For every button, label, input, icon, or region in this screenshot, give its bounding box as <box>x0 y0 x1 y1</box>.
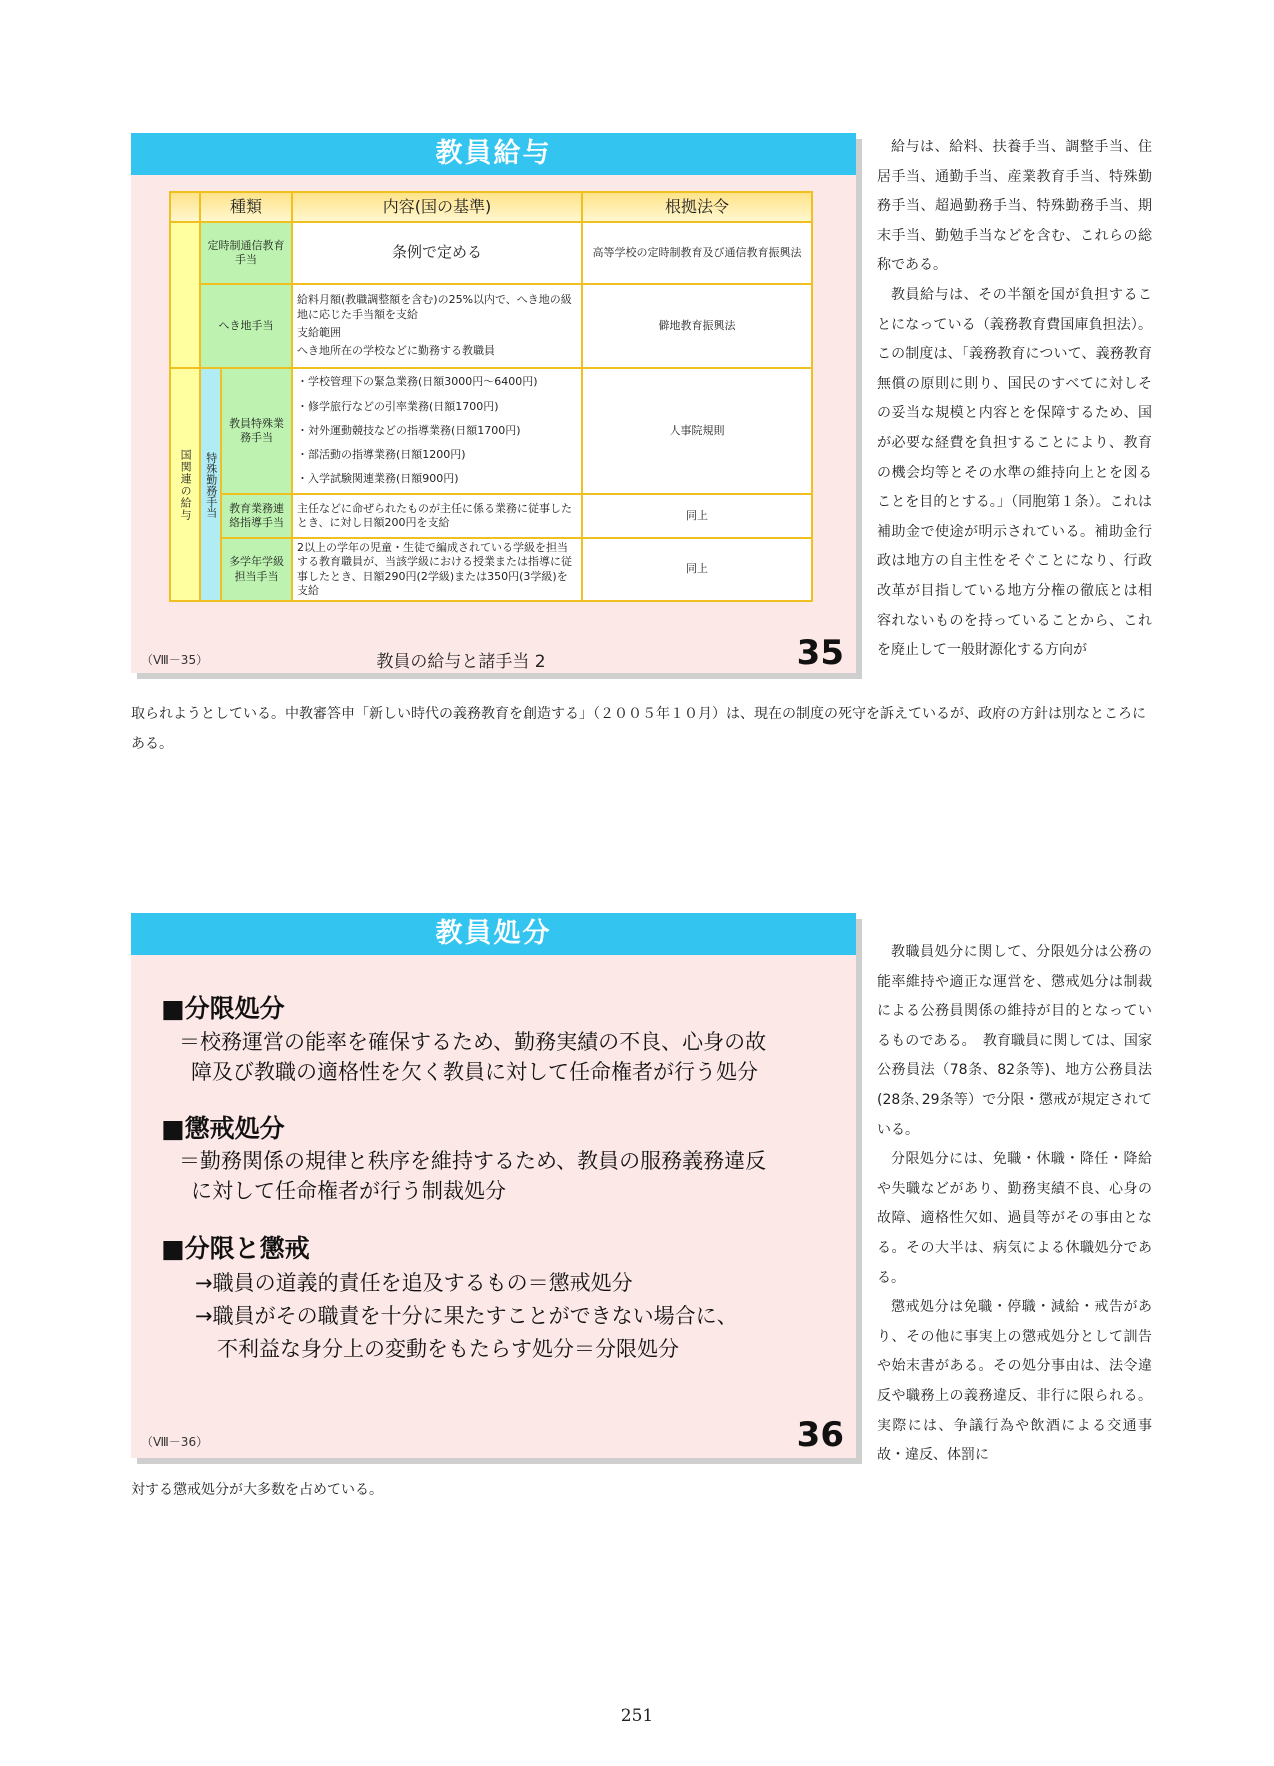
table-cell-content: 条例で定める <box>292 222 582 284</box>
slide-title: 教員処分 <box>131 913 856 955</box>
table-cell-name: へき地手当 <box>200 284 292 368</box>
slide-teacher-discipline <box>131 913 856 1458</box>
text-line: ＝勤務関係の規律と秩序を維持するため、教員の服務義務違反 <box>179 1149 767 1173</box>
text-line: ＝校務運営の能率を確保するため、勤務実績の不良、心身の故 <box>179 1030 767 1054</box>
heading-status-vs-discipline: ■分限と懲戒 <box>161 1234 310 1263</box>
continued-text-discipline: 対する懲戒処分が大多数を占めている。 <box>131 1482 383 1498</box>
slide-teacher-salary <box>131 133 856 673</box>
text-line: 障及び教職の適格性を欠く教員に対して任命権者が行う処分 <box>191 1060 758 1084</box>
table-cell-content <box>292 284 582 368</box>
slide-caption: 教員の給与と諸手当 2 <box>376 652 546 672</box>
content-line: へき地所在の学校などに勤務する教職員 <box>297 344 495 358</box>
table-cell-name: 教育業務連絡指導手当 <box>221 494 292 538</box>
content-line: 給料月額(教職調整額を含む)の25%以内で、へき地の級地に応じた手当額を支給 <box>297 293 572 321</box>
table-header-content: 内容(国の基準) <box>292 192 582 222</box>
table-cell-law: 同上 <box>582 494 812 538</box>
table-cell-name: 教員特殊業務手当 <box>221 368 292 494</box>
allowance-table <box>169 191 813 602</box>
table-cell-content: 2以上の学年の児童・生徒で編成されている学級を担当する教育職員が、当該学級における授業または指導に従事したとき、日額290円(2学級)または350円(3学級)を支給 <box>292 538 582 601</box>
table-header-law: 根拠法令 <box>582 192 812 222</box>
slide-number: 36 <box>796 1415 844 1455</box>
slide-number: 35 <box>796 633 844 673</box>
page-number: 251 <box>620 1706 654 1726</box>
heading-disciplinary-disposition: ■懲戒処分 <box>161 1114 285 1143</box>
slide-title: 教員給与 <box>131 133 856 175</box>
table-row <box>170 494 812 538</box>
table-row <box>170 538 812 601</box>
group-label: 国関連の給与 <box>170 368 200 601</box>
text-line: に対して任命権者が行う制裁処分 <box>191 1179 506 1203</box>
side-text-salary <box>877 133 1152 666</box>
table-cell-law: 人事院規則 <box>582 368 812 494</box>
table-row <box>170 222 812 284</box>
paragraph: 給与は、給料、扶養手当、調整手当、住居手当、通勤手当、産業教育手当、特殊勤務手当、超過勤務手当、特殊勤務手当、期末手当、勤勉手当などを含む、これらの総称である。 <box>877 139 1152 274</box>
table-cell-name: 多学年学級担当手当 <box>221 538 292 601</box>
continued-text-salary: 取られようとしている。中教審答申「新しい時代の義務教育を創造する」（２００５年１０月）は、現在の制度の死守を訴えているが、政府の方針は別なところにある。 <box>131 706 1146 752</box>
list-item: ・部活動の指導業務(日額1200円) <box>297 448 466 462</box>
table-header-row <box>170 192 812 222</box>
paragraph: 教員給与は、その半額を国が負担することになっている（義務教育費国庫負担法）。この制度は、「義務教育について、義務教育無償の原則に則り、国民のすべてに対しその妥当な規模と内容とを保障するため、国が必要な経費を負担することにより、教育の機会均等とその水準の維持向上とを図ることを目的とする。」（同胞第１条）。これは補助金で使途が明示されている。補助金行政は地方の自主性をそぐことになり、行政改革が目指している地方分権の徹底とは相容れないものを持っていることから、これを廃止して一般財源化する方向が <box>877 286 1152 659</box>
table-cell-content: 主任などに命ぜられたものが主任に係る業務に従事したとき、に対し日額200円を支給 <box>292 494 582 538</box>
table-cell-law: 同上 <box>582 538 812 601</box>
list-item: ・学校管理下の緊急業務(日額3000円～6400円) <box>297 375 538 389</box>
list-item: ・入学試験関連業務(日額900円) <box>297 472 459 486</box>
table-header-blank <box>170 192 200 222</box>
table-cell-law: 高等学校の定時制教育及び通信教育振興法 <box>582 222 812 284</box>
text-line: →職員がその職責を十分に果たすことができない場合に、 <box>195 1304 738 1328</box>
heading-status-disposition: ■分限処分 <box>161 994 285 1023</box>
content-line: 支給範囲 <box>297 326 341 339</box>
paragraph: 分限処分には、免職・休職・降任・降給や失職などがあり、勤務実績不良、心身の故障、適格性欠如、過員等がその事由となる。その大半は、病気による休職処分である。 <box>877 1151 1152 1286</box>
slide-code: （Ⅷ－36） <box>141 1435 209 1449</box>
table-row <box>170 368 812 494</box>
table-cell-blank <box>170 222 200 368</box>
table-cell-name: 定時制通信教育手当 <box>200 222 292 284</box>
text-line: →職員の道義的責任を追及するもの＝懲戒処分 <box>195 1271 633 1295</box>
table-header-type: 種類 <box>200 192 292 222</box>
paragraph: 教職員処分に関して、分限処分は公務の能率維持や適正な運営を、懲戒処分は制裁による公務員関係の維持が目的となっているものである。 教育職員に関しては、国家公務員法（78条、82条等)、地方公務員法(28条､29条等）で分限・懲戒が規定されている。 <box>877 944 1152 1138</box>
table-row <box>170 284 812 368</box>
slide-code: （Ⅷ－35） <box>141 653 209 667</box>
list-item: ・対外運動競技などの指導業務(日額1700円) <box>297 423 521 437</box>
sub-group-label: 特殊勤務手当 <box>200 368 221 601</box>
table-cell-law: 僻地教育振興法 <box>582 284 812 368</box>
table-cell-content <box>292 368 582 494</box>
paragraph: 懲戒処分は免職・停職・減給・戒告があり、その他に事実上の懲戒処分として訓告や始末書がある。その処分事由は、法令違反や職務上の義務違反、非行に限られる。実際には、争議行為や飲酒による交通事故・違反、体罰に <box>877 1299 1152 1464</box>
text-line: 不利益な身分上の変動をもたらす処分＝分限処分 <box>217 1337 679 1361</box>
side-text-discipline <box>877 938 1152 1471</box>
list-item: ・修学旅行などの引率業務(日額1700円) <box>297 399 499 413</box>
